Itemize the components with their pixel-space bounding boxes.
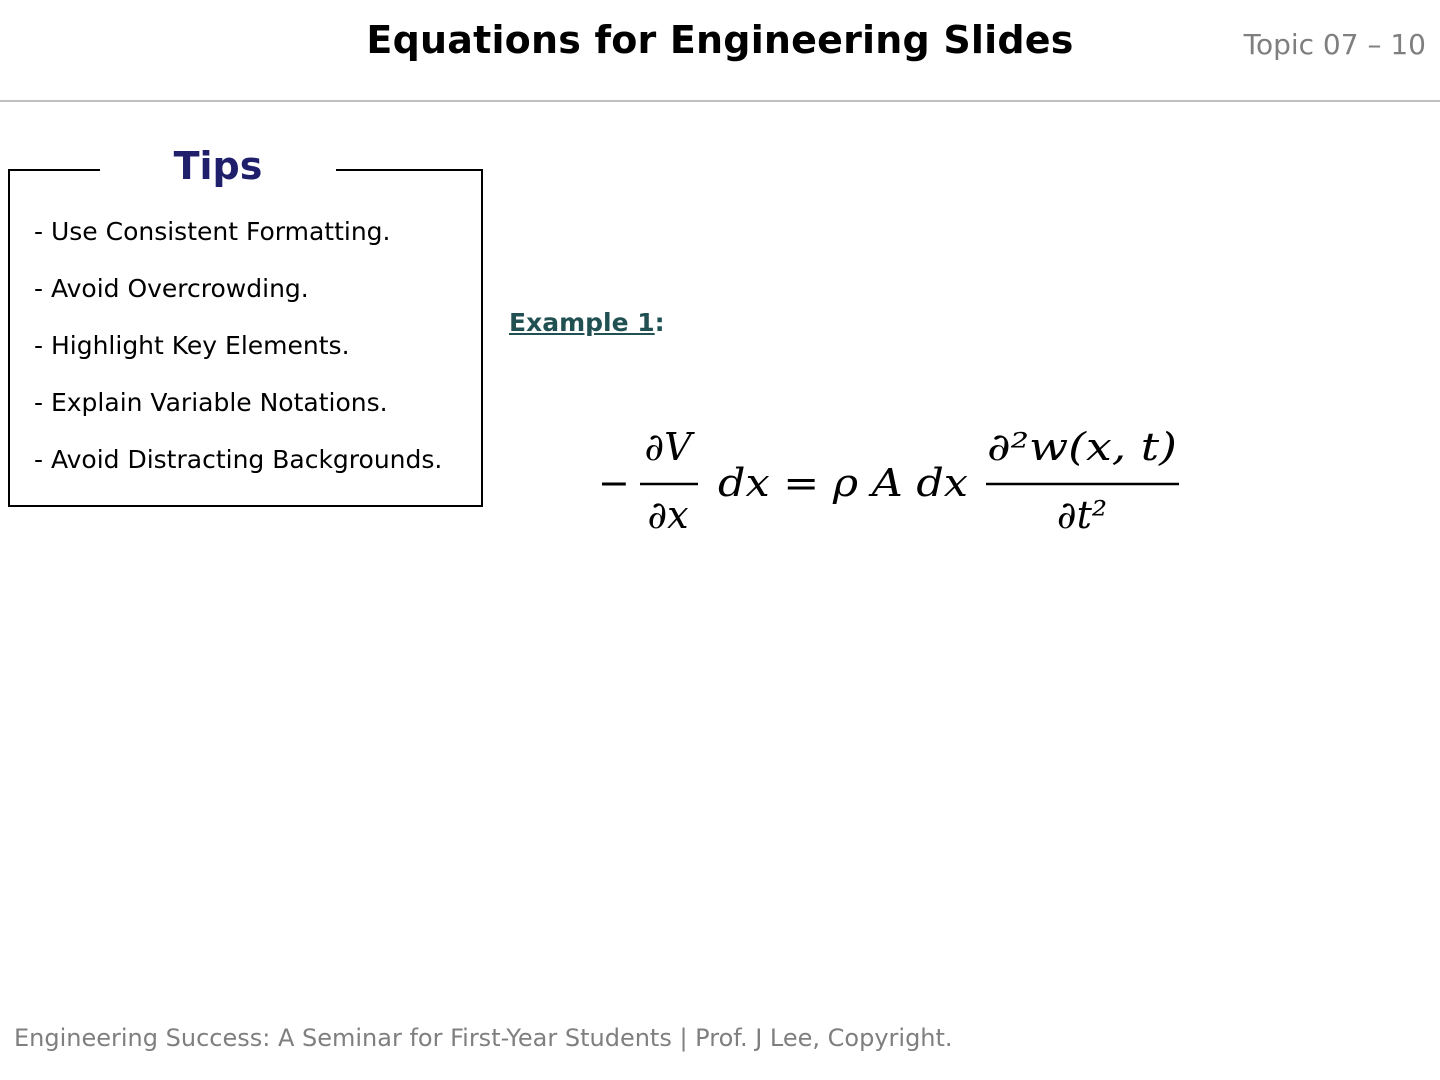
example-colon: : bbox=[654, 308, 665, 337]
tip-item: - Explain Variable Notations. bbox=[34, 388, 388, 417]
equation-minus: − bbox=[598, 461, 630, 505]
tip-item: - Avoid Distracting Backgrounds. bbox=[34, 445, 443, 474]
tip-item: - Avoid Overcrowding. bbox=[34, 274, 309, 303]
equation-middle: dx = ρ A dx bbox=[718, 461, 968, 505]
equation bbox=[596, 420, 1196, 540]
footer-text: Engineering Success: A Seminar for First-Year Students | Prof. J Lee, Copyright. bbox=[14, 1024, 953, 1052]
tip-item: - Use Consistent Formatting. bbox=[34, 217, 391, 246]
tip-item: - Highlight Key Elements. bbox=[34, 331, 350, 360]
header-divider bbox=[0, 100, 1440, 102]
equation-rhs-numerator: ∂²w(x, t) bbox=[987, 425, 1177, 469]
example-link[interactable]: Example 1 bbox=[509, 308, 655, 337]
slide-title: Equations for Engineering Slides bbox=[366, 18, 1074, 62]
tips-title: Tips bbox=[100, 141, 336, 191]
equation-lhs-denominator: ∂x bbox=[647, 493, 689, 537]
example-heading bbox=[509, 308, 665, 337]
topic-number: Topic 07 – 10 bbox=[1243, 28, 1426, 61]
equation-lhs-numerator: ∂V bbox=[644, 425, 692, 469]
equation-rhs-denominator: ∂t² bbox=[1056, 493, 1108, 537]
tips-list bbox=[34, 216, 442, 501]
